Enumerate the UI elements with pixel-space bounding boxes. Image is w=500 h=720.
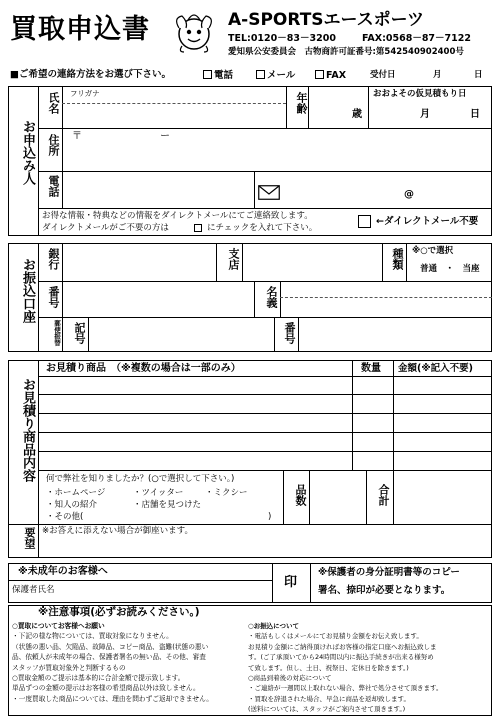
received-date-label: 受付日 [370,70,396,80]
contact-option-fax[interactable] [315,70,346,81]
item-count-label: 品数 [294,484,307,506]
branch-label: 支店 [227,248,240,270]
received-day: 日 [474,70,483,80]
note-line: す。(ご了承頂いてから24時間以内に振込手続きが出来る様努め [248,653,434,662]
company-license: 愛知県公安委員会 古物商許可証番号:第542540902400号 [228,47,464,57]
account-type-label: 種類 [391,248,404,270]
request-note: ※お答えに添えない場合が御座います。 [42,526,193,536]
bank-name-input[interactable] [63,244,215,280]
item-row-input[interactable] [39,395,351,412]
note-line: お見積り金額にご納得頂ければお客様の指定口座へお振込致しま [248,642,437,651]
company-name: A-SPORTSエースポーツ [228,10,425,30]
note-line: ○買取金額のご提示は基本的に合計金額で提示致します。 [12,674,185,683]
total-input[interactable] [394,471,491,524]
postal-symbol-input[interactable] [89,318,273,351]
postal-mark: 〒 [72,131,82,142]
postal-number-label: 番号 [283,322,296,344]
items-header-amount: 金額(※記入不要) [398,363,473,374]
contact-pref-prompt: ■ご希望の連絡方法をお選び下さい。 [10,69,171,80]
source-homepage[interactable]: ・ホームページ [46,488,106,498]
checkbox[interactable] [203,70,212,79]
note-line: ○お振込について [248,622,300,630]
address-input[interactable] [63,129,491,171]
note-line: (送料については、スタッフがご案内させて頂きます。) [248,705,406,714]
option-label: FAX [326,70,347,81]
notes-left [12,621,244,704]
company-tel: TEL:0120－83－3200 [228,33,336,44]
account-number-label: 番号 [47,286,60,308]
guardian-name-input[interactable] [60,581,271,602]
note-line: スタッフが買取対象外と判断するもの [12,663,126,672]
account-holder-label: 名義 [265,286,278,308]
mascot-icon [168,8,220,54]
option-label: メール [267,70,296,81]
item-row-input[interactable] [39,452,351,469]
dm-line2-a: ダイレクトメールがご不要の方は [42,223,169,233]
company-fax: FAX:0568－87－7122 [362,33,471,44]
applicant-section-label: お申込み人 [20,120,35,185]
account-type-note: ※○で選択 [412,246,454,256]
phone-label: 電話 [47,175,60,197]
note-line: て致します。但し、土日、祝祭日、定休日を除きます。) [248,663,409,672]
note-line: ・電話もしくはメールにてお見積り金額をお伝え致します。 [248,632,423,641]
minor-title: ※未成年のお客様へ [18,566,108,577]
option-label: 電話 [214,70,234,81]
postal-symbol-label: 記号 [73,322,86,344]
note-line: ・下記の様な物については、買取対象になりません。 [12,632,173,641]
age-unit: 歳 [352,109,362,120]
guardian-name-label: 保護者氏名 [12,585,55,595]
note-line: ・一度買取した商品については、理由を問わずご返却できません。 [12,694,213,703]
account-holder-input[interactable] [281,282,491,316]
email-at: @ [404,189,414,200]
source-store[interactable]: ・店舗を見つけた [133,500,202,510]
bank-section-label: お振込口座 [20,258,35,323]
checkbox[interactable] [256,70,265,79]
source-mixi[interactable]: ・ミクシー [205,488,248,498]
sell-date-label: おおよその仮見積もり日 [373,89,467,99]
request-label: 要望 [23,527,36,549]
source-question: 何で弊社を知りましたか？(○で選択して下さい。) [46,474,235,484]
source-friend[interactable]: ・知人の紹介 [46,500,98,510]
note-line: ○買取についてお客様へお願い [12,622,105,630]
account-number-input[interactable] [63,282,253,316]
item-count-input[interactable] [310,471,365,524]
note-line: ・買取を辞退された場合、早急に商品を返却致します。 [248,694,410,703]
dm-refuse-checkbox[interactable] [358,215,371,228]
received-month: 月 [433,70,442,80]
dm-line1: お得な情報・特典などの情報をダイレクトメールにてご連絡致します。 [42,211,313,221]
postal-transfer-label: 郵便振替 [53,320,61,346]
items-section-label: お見積り商品内容 [20,378,35,482]
dm-inline-box [194,224,202,232]
item-row-input[interactable] [39,377,351,393]
furigana-label: フリガナ [70,89,100,98]
source-twitter[interactable]: ・ツイッター [133,488,184,498]
age-input[interactable] [309,87,367,127]
age-label: 年齢 [295,92,308,114]
items-header-qty: 数量 [361,363,381,374]
postal-dash: ー [160,131,170,142]
source-other[interactable]: ・その他( [46,512,84,522]
envelope-icon [258,185,280,200]
note-line: 単品ずつの金額の提示はお客様の希望商品以外は致しません。 [12,684,200,693]
note-line: ・ご連絡が一週間以上取れない場合、弊社で処分させて頂きます。 [248,684,443,693]
notes-title: ※注意事項(必ずお読みください。) [38,606,200,618]
account-type-options[interactable]: 普通 ・ 当座 [420,264,480,274]
sell-date-day: 日 [470,109,480,120]
item-row-input[interactable] [39,414,351,431]
minor-note-line1: ※保護者の身分証明書等のコピー [318,567,460,578]
item-row-input[interactable] [39,433,351,450]
branch-input[interactable] [243,244,381,280]
dm-line2-b: にチェックを入れて下さい。 [207,223,318,233]
form-title: 買取申込書 [10,14,150,45]
name-label: 氏名 [47,92,60,114]
dm-refuse-label: ←ダイレクトメール不要 [376,216,479,227]
name-input[interactable] [62,104,286,128]
request-input[interactable] [39,538,491,557]
address-label: 住所 [47,134,60,156]
notes-right [248,621,488,715]
postal-number-input[interactable] [299,318,491,351]
seal-mark: 印 [284,575,298,590]
items-header-item: お見積り商品 （※複数の場合は一部のみ） [46,363,241,374]
email-input[interactable] [284,172,491,207]
minor-note-line2: 署名、捺印が必要となります。 [318,585,451,596]
sell-date-month: 月 [420,109,430,120]
bank-name-label: 銀行 [47,248,60,270]
contact-option-mail[interactable] [256,70,295,81]
note-line: 品、依頼人が未成年の場合、保護者署名の無い品、その他、審査 [12,653,206,662]
contact-option-phone[interactable] [203,70,233,81]
total-label: 合計 [377,484,390,506]
note-line: ○商品到着後の対応について [248,674,332,683]
source-other-close: ) [268,512,272,522]
note-line: （状態の悪い品、欠陥品、故障品、コピー商品、盗難(状態の悪い [12,642,209,651]
checkbox[interactable] [315,70,324,79]
phone-input[interactable] [63,172,253,207]
